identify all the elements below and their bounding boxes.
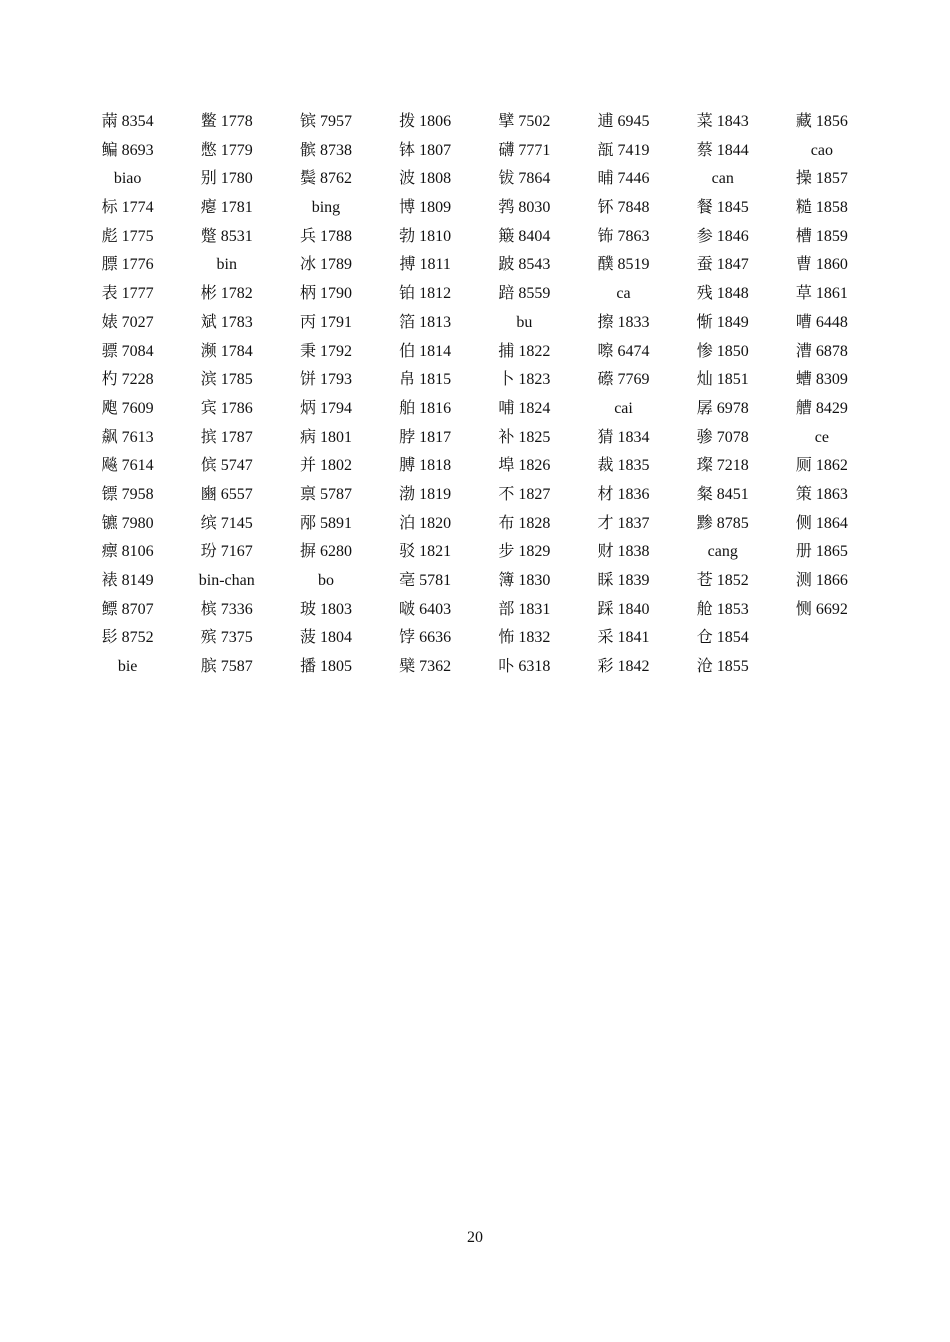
- index-entry: 财 1838: [597, 543, 650, 561]
- index-entry: 惨 1850: [696, 342, 749, 360]
- index-entry: 踩 1840: [597, 600, 650, 618]
- index-entry: 仓 1854: [696, 629, 749, 647]
- index-entry: 蹩 8531: [200, 227, 253, 245]
- index-entry: 菠 1804: [299, 629, 352, 647]
- index-entry: cai: [614, 399, 633, 417]
- index-entry: 踣 8559: [498, 285, 551, 303]
- index-entry: 鬓 8762: [299, 170, 352, 188]
- index-entry: 鳖 1778: [200, 113, 253, 130]
- index-entry: 怖 1832: [498, 629, 551, 647]
- index-entry: 钹 7864: [498, 170, 551, 188]
- index-entry: bin: [216, 256, 237, 274]
- index-entry: 菜 1843: [696, 113, 749, 130]
- index-entry: 擘 7502: [498, 113, 551, 130]
- index-entry: 伯 1814: [399, 342, 452, 360]
- index-entry: 玢 7167: [200, 543, 253, 561]
- index-entry: bo: [317, 572, 334, 589]
- index-entry: 晡 7446: [597, 170, 650, 188]
- index-entry: [772, 624, 871, 653]
- index-entry: 波 1808: [399, 170, 452, 188]
- index-entry: 沧 1855: [696, 658, 749, 676]
- index-entry: 材 1836: [597, 485, 650, 503]
- index-entry: 飙 7613: [101, 428, 154, 446]
- index-entry: 步 1829: [498, 543, 551, 561]
- index-entry: 傧 5747: [200, 457, 253, 475]
- index-entry: 醭 8519: [597, 256, 650, 274]
- index-entry: 镳 7980: [101, 514, 154, 532]
- index-entry: 滨 1785: [200, 371, 253, 389]
- index-entry: 睬 1839: [597, 572, 650, 589]
- index-entry: ca: [616, 285, 631, 303]
- index-entry: 嚓 6474: [597, 342, 650, 360]
- index-entry: 不 1827: [498, 485, 551, 503]
- index-entry: 骠 7084: [101, 342, 154, 360]
- index-entry: 渤 1819: [399, 485, 452, 503]
- index-entry: 厕 1862: [795, 457, 848, 475]
- index-entry: 操 1857: [795, 170, 848, 188]
- index-entry: 丙 1791: [299, 313, 352, 331]
- index-entry: 簸 8404: [498, 227, 551, 245]
- index-entry: [772, 653, 871, 682]
- index-entry: 摈 1787: [200, 428, 253, 446]
- index-entry: cao: [810, 141, 833, 159]
- index-entry: 勃 1810: [399, 227, 452, 245]
- index-entry: 彪 1775: [101, 227, 154, 245]
- index-entry: 邴 5891: [299, 514, 352, 532]
- index-entry: 侧 1864: [795, 514, 848, 532]
- index-entry: 藏 1856: [795, 113, 848, 130]
- index-entry: 宾 1786: [200, 399, 253, 417]
- index-entry: 钚 7848: [597, 199, 650, 217]
- index-entry: 部 1831: [498, 600, 551, 618]
- index-entry: 舶 1816: [399, 399, 452, 417]
- index-entry: 槽 1859: [795, 227, 848, 245]
- index-entry: 别 1780: [200, 170, 253, 188]
- index-entry: 檗 7362: [399, 658, 452, 676]
- index-entry: 拨 1806: [399, 113, 452, 130]
- index-entry: 髟 8752: [101, 629, 154, 647]
- index-entry: 餐 1845: [696, 199, 749, 217]
- index-entry: 跛 8543: [498, 256, 551, 274]
- index-entry: 灿 1851: [696, 371, 749, 389]
- index-entry: 濒 1784: [200, 342, 253, 360]
- index-entry: cang: [707, 543, 738, 561]
- index-entry: 髌 8738: [299, 141, 352, 159]
- index-entry: 豳 6557: [200, 485, 253, 503]
- index-entry: 殡 7375: [200, 629, 253, 647]
- index-entry: 杓 7228: [101, 371, 154, 389]
- index-entry: 播 1805: [299, 658, 352, 676]
- index-entry: 箔 1813: [399, 313, 452, 331]
- index-entry: 裁 1835: [597, 457, 650, 475]
- index-entry: 粲 8451: [696, 485, 749, 503]
- index-entry: 惭 1849: [696, 313, 749, 331]
- index-entry: 炳 1794: [299, 399, 352, 417]
- index-entry: 铂 1812: [399, 285, 452, 303]
- index-entry: 糙 1858: [795, 199, 848, 217]
- index-entry: 婊 7027: [101, 313, 154, 331]
- index-entry: 飚 7614: [101, 457, 154, 475]
- index-entry: 恻 6692: [795, 600, 848, 618]
- index-entry: 飑 7609: [101, 399, 154, 417]
- index-entry: 缤 7145: [200, 514, 253, 532]
- index-entry: 孱 6978: [696, 399, 749, 417]
- index-entry: 秉 1792: [299, 342, 352, 360]
- index-entry: 策 1863: [795, 485, 848, 503]
- index-entry: 表 1777: [101, 285, 154, 303]
- index-entry: 礤 7769: [597, 371, 650, 389]
- index-entry: 逋 6945: [597, 113, 650, 130]
- index-entry: 册 1865: [795, 543, 848, 561]
- index-entry: bu: [516, 313, 533, 331]
- index-entry: 兵 1788: [299, 227, 352, 245]
- index-entry: 彩 1842: [597, 658, 650, 676]
- index-entry: 彬 1782: [200, 285, 253, 303]
- index-entry: bing: [311, 199, 341, 217]
- index-entry: 鳊 8693: [101, 141, 154, 159]
- index-entry: 嘈 6448: [795, 313, 848, 331]
- index-entry: 簿 1830: [498, 572, 551, 589]
- index-entry: 帛 1815: [399, 371, 452, 389]
- index-entry: biao: [113, 170, 142, 188]
- index-entry: 冰 1789: [299, 256, 352, 274]
- index-entry: 饼 1793: [299, 371, 352, 389]
- index-entry: 膑 7587: [200, 658, 253, 676]
- index-entry: 啵 6403: [399, 600, 452, 618]
- index-entry: 博 1809: [399, 199, 452, 217]
- index-entry: bie: [117, 658, 138, 676]
- character-index-grid: [78, 108, 872, 682]
- index-entry: 哺 1824: [498, 399, 551, 417]
- index-entry: 镔 7957: [299, 113, 352, 130]
- index-entry: 骖 7078: [696, 428, 749, 446]
- index-entry: 槟 7336: [200, 600, 253, 618]
- index-entry: 苍 1852: [696, 572, 749, 589]
- index-entry: 憋 1779: [200, 141, 253, 159]
- index-entry: 饽 6636: [399, 629, 452, 647]
- index-entry: 瘭 8106: [101, 543, 154, 561]
- index-entry: 卟 6318: [498, 658, 551, 676]
- index-entry: 标 1774: [101, 199, 154, 217]
- index-entry: 黪 8785: [696, 514, 749, 532]
- index-entry: 礴 7771: [498, 141, 551, 159]
- index-entry: 脖 1817: [399, 428, 452, 446]
- index-entry: 柄 1790: [299, 285, 352, 303]
- index-entry: 才 1837: [597, 514, 650, 532]
- index-entry: 螬 8309: [795, 371, 848, 389]
- index-entry: 埠 1826: [498, 457, 551, 475]
- index-entry: 䓣 8354: [101, 113, 154, 130]
- index-entry: 卜 1823: [498, 371, 551, 389]
- index-entry: 驳 1821: [399, 543, 452, 561]
- index-entry: 璨 7218: [696, 457, 749, 475]
- index-entry: 捕 1822: [498, 342, 551, 360]
- index-entry: 并 1802: [299, 457, 352, 475]
- page-number: 20: [467, 1229, 483, 1246]
- index-entry: 膘 1776: [101, 256, 154, 274]
- index-entry: 残 1848: [696, 285, 749, 303]
- index-entry: 测 1866: [795, 572, 848, 589]
- index-entry: 补 1825: [498, 428, 551, 446]
- index-entry: 病 1801: [299, 428, 352, 446]
- index-entry: 搏 1811: [399, 256, 451, 274]
- index-entry: 钸 7863: [597, 227, 650, 245]
- index-entry: 瓿 7419: [597, 141, 650, 159]
- index-entry: 采 1841: [597, 629, 650, 647]
- index-entry: ce: [814, 428, 829, 446]
- index-entry: 镖 7958: [101, 485, 154, 503]
- index-entry: 艚 8429: [795, 399, 848, 417]
- index-entry: 钵 1807: [399, 141, 452, 159]
- index-entry: 猜 1834: [597, 428, 650, 446]
- index-entry: 鹁 8030: [498, 199, 551, 217]
- index-entry: 膊 1818: [399, 457, 452, 475]
- index-entry: 玻 1803: [299, 600, 352, 618]
- index-entry: 参 1846: [696, 227, 749, 245]
- index-entry: 蚕 1847: [696, 256, 749, 274]
- index-entry: 擦 1833: [597, 313, 650, 331]
- index-entry: 裱 8149: [101, 572, 154, 589]
- index-entry: 斌 1783: [200, 313, 253, 331]
- index-entry: 曹 1860: [795, 256, 848, 274]
- index-entry: 鳔 8707: [101, 600, 154, 618]
- index-entry: 摒 6280: [299, 543, 352, 561]
- index-entry: 禀 5787: [299, 485, 352, 503]
- index-entry: bin-chan: [198, 572, 255, 589]
- index-entry: 亳 5781: [399, 572, 452, 589]
- index-entry: 漕 6878: [795, 342, 848, 360]
- index-entry: 瘪 1781: [200, 199, 253, 217]
- index-entry: 蔡 1844: [696, 141, 749, 159]
- index-entry: 泊 1820: [399, 514, 452, 532]
- index-entry: 舱 1853: [696, 600, 749, 618]
- index-entry: 布 1828: [498, 514, 551, 532]
- index-entry: 草 1861: [795, 285, 848, 303]
- index-entry: can: [711, 170, 734, 188]
